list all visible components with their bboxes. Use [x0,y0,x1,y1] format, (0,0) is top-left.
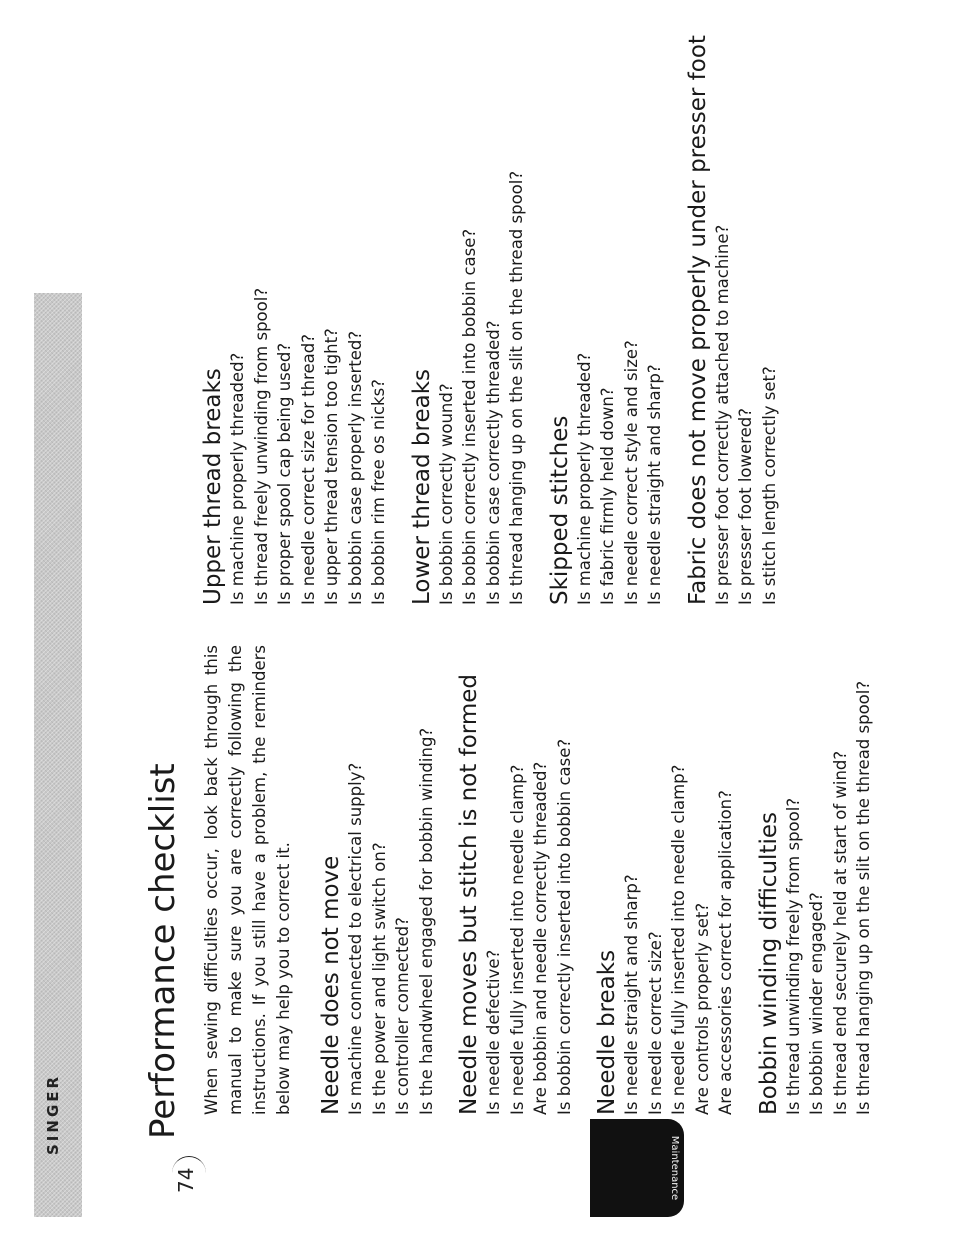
checklist-item: Is bobbin rim free os nicks? [369,379,388,605]
left-column [200,645,894,1115]
maintenance-tab-label: Maintenance [669,1135,680,1201]
checklist-item: Is bobbin correctly inserted into bobbin case? [554,738,574,1115]
maintenance-tab [590,1119,684,1217]
checklist-section-lower-thread-breaks [409,25,529,605]
checklist-section-upper-thread-breaks [200,25,391,605]
checklist-item: Is bobbin case properly inserted? [345,330,365,605]
checklist-item: Is presser foot correctly attached to machine? [712,224,732,605]
section-heading: Upper thread breaks [200,368,226,605]
checklist-item: Is thread hanging up on the slit on the thread spool? [507,170,526,605]
right-column [200,25,799,605]
checklist-item: Is needle fully inserted into needle clamp? [669,764,688,1115]
checklist-section-skipped-stitches [547,25,667,605]
checklist-item: Is bobbin correctly wound? [436,383,456,605]
checklist-items [620,645,738,1115]
checklist-item: Are accessories correct for application? [716,790,735,1115]
checklist-items [435,25,529,605]
checklist-item: Is thread hanging up on the slit on the thread spool? [854,680,873,1115]
checklist-item: Are bobbin and needle correctly threaded? [531,761,550,1115]
checklist-items [482,645,576,1115]
checklist-item: Is thread freely unwinding from spool? [251,287,271,605]
checklist-item: Is thread end securely held at start of wind? [830,750,850,1115]
checklist-items [344,645,438,1115]
checklist-item: Is machine properly threaded? [228,352,247,605]
checklist-section-needle-moves-but-stitch-is-not-formed [456,645,576,1115]
checklist-item: Is the handwheel engaged for bobbin winding? [416,727,436,1115]
checklist-item: Is needle straight and sharp? [645,364,664,605]
checklist-section-bobbin-winding-difficulties [756,645,876,1115]
section-heading: Bobbin winding difficulties [755,812,782,1115]
checklist-items [573,25,667,605]
checklist-item: Is machine connected to electrical supply? [346,762,365,1115]
section-heading: Fabric does not move properly under presser foot [684,35,711,605]
checklist-item: Is needle defective? [484,949,503,1115]
checklist-item: Is controller connected? [393,917,412,1115]
checklist-item: Is fabric firmly held down? [598,387,617,605]
page-number [172,1156,206,1197]
brand-band [34,293,82,1217]
checklist-item: Is stitch length correctly set? [759,366,779,605]
section-heading: Needle does not move [318,855,344,1115]
checklist-item: Is needle fully inserted into needle clamp? [507,764,527,1115]
checklist-section-fabric-does-not-move-properly-under-presser-foot [685,25,782,605]
brand-name: SINGER [44,1073,62,1155]
checklist-item: Is needle correct style and size? [621,340,641,605]
section-heading: Skipped stitches [546,415,573,605]
checklist-items [782,645,876,1115]
checklist-item: Is proper spool cap being used? [275,342,294,605]
section-heading: Lower thread breaks [408,368,435,605]
checklist-item: Is needle correct size? [645,931,665,1115]
checklist-items [711,25,782,605]
checklist-item: Is machine properly threaded? [574,352,594,605]
right-sections [200,25,781,605]
checklist-section-needle-does-not-move [318,645,438,1115]
intro-paragraph: When sewing difficulties occur, look back through this manual to make sure you are correctly following the instructions. If you still have a problem, the reminders below may help you to correct it. [202,645,293,1115]
checklist-item: Is presser foot lowered? [736,408,755,605]
checklist-section-needle-breaks [594,645,738,1115]
section-heading: Needle moves but stitch is not formed [456,674,482,1115]
checklist-item: Is upper thread tension too tight? [322,328,341,605]
page-title: Performance checklist [143,763,183,1139]
section-heading: Needle breaks [594,949,620,1115]
checklist-item: Is bobbin winder engaged? [807,892,826,1115]
checklist-item: Is thread unwinding freely from spool? [783,797,803,1115]
left-sections [318,645,876,1115]
checklist-item: Is bobbin case correctly threaded? [483,320,503,605]
checklist-item: Is bobbin correctly inserted into bobbin case? [460,228,479,605]
page-number-text: 74 [174,1167,198,1193]
checklist-item: Are controls properly set? [692,902,712,1115]
checklist-item: Is needle straight and sharp? [622,874,641,1115]
checklist-items [226,25,391,605]
checklist-item: Is needle correct size for thread? [298,334,318,605]
checklist-item: Is the power and light switch on? [369,842,389,1115]
